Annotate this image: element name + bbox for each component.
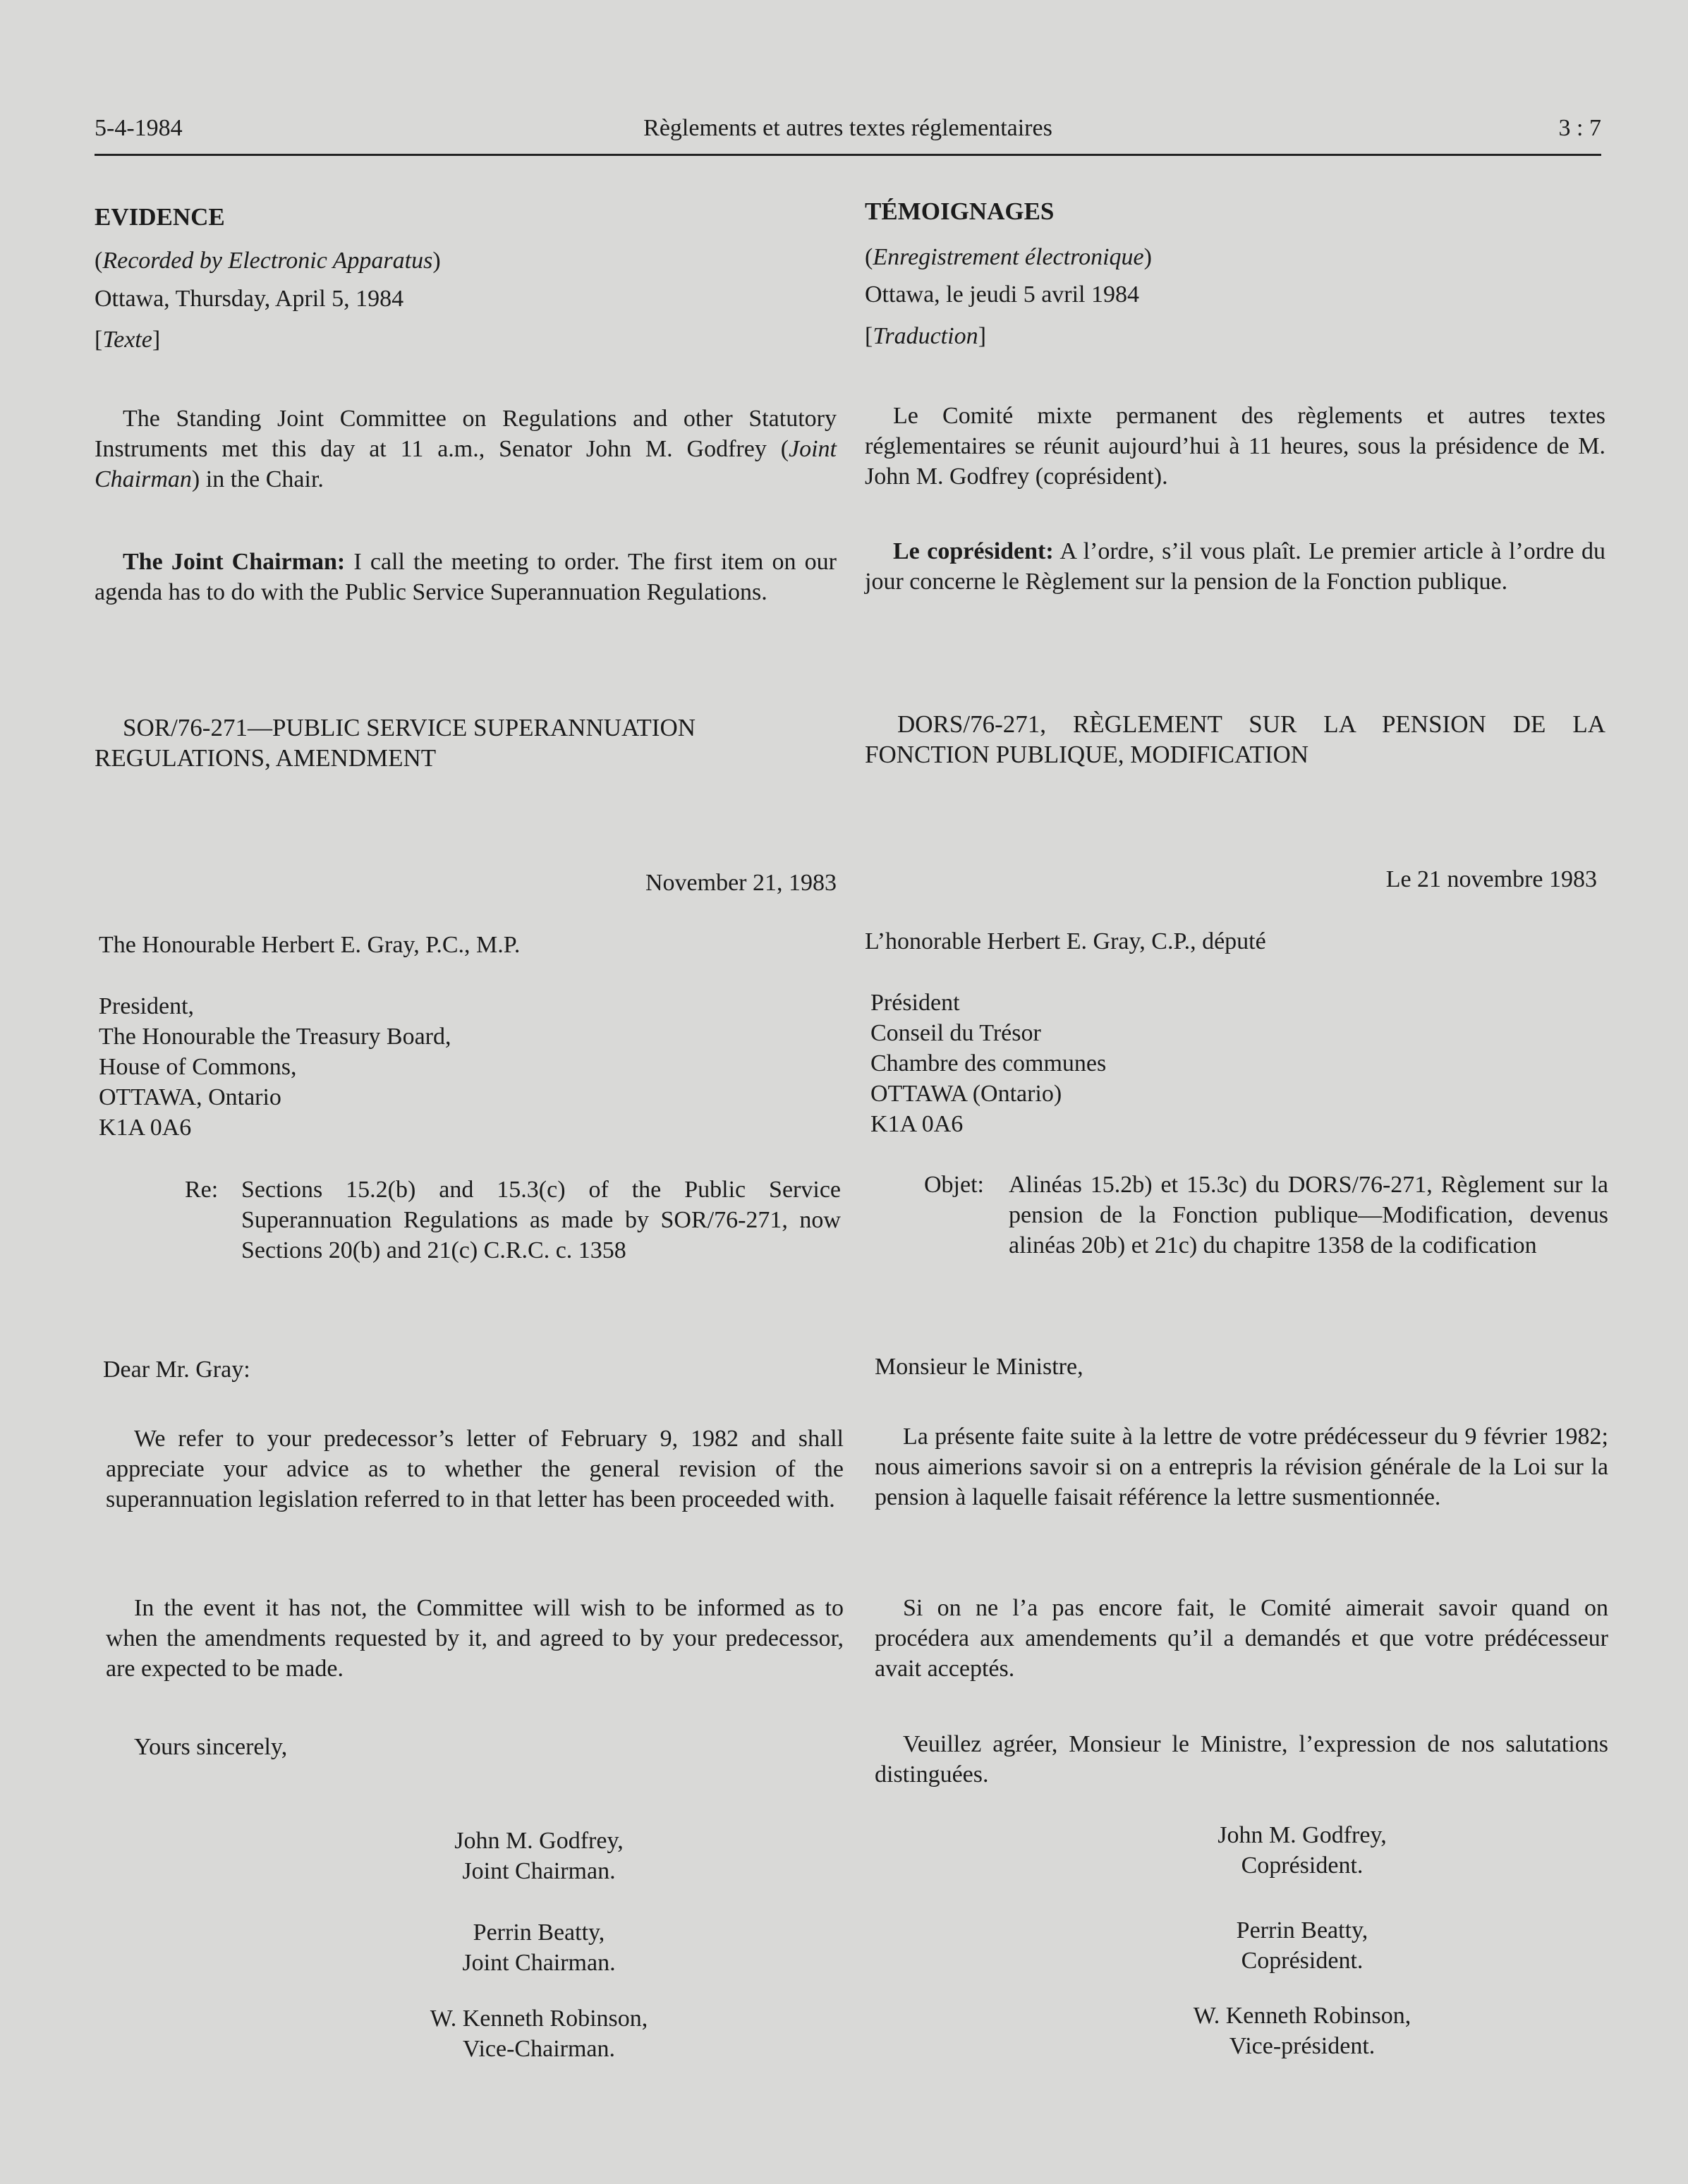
addressee: L’honorable Herbert E. Gray, C.P., député bbox=[865, 928, 1266, 954]
section-heading: TÉMOIGNAGES bbox=[865, 198, 1055, 225]
letter-paragraph: La présente faite suite à la lettre de votre prédécesseur du 9 février 1982; nous aimerions savoir si on a entrepris la révision générale de la Loi sur la pension à laquelle faisait référence la lettre susmentionnée. bbox=[875, 1424, 1608, 1510]
subject-text: Alinéas 15.2b) et 15.3c) du DORS/76-271, Règlement sur la pension de la Fonction publique—Modification, devenus alinéas 20b) et 21c) du chapitre 1358 de la codification bbox=[1009, 1172, 1608, 1258]
running-header bbox=[95, 115, 1601, 157]
subject-label: Re: bbox=[185, 1177, 219, 1203]
recording-note: (Recorded by Electronic Apparatus) bbox=[95, 248, 441, 274]
signature-block bbox=[370, 2003, 708, 2064]
address-line: OTTAWA (Ontario) bbox=[870, 1081, 1062, 1107]
salutation: Dear Mr. Gray: bbox=[103, 1357, 250, 1383]
recording-note: (Enregistrement électronique) bbox=[865, 244, 1152, 270]
address-line: The Honourable the Treasury Board, bbox=[99, 1024, 451, 1050]
address-line: Président bbox=[870, 990, 960, 1016]
signature-block bbox=[1133, 1915, 1471, 1976]
page-number: 3 : 7 bbox=[1558, 115, 1601, 141]
signatory-name: John M. Godfrey, bbox=[1218, 1822, 1387, 1848]
addressee: The Honourable Herbert E. Gray, P.C., M.P. bbox=[99, 932, 521, 958]
place-date: Ottawa, Thursday, April 5, 1984 bbox=[95, 286, 404, 312]
address-line: House of Commons, bbox=[99, 1054, 297, 1080]
section-title: DORS/76-271, RÈGLEMENT SUR LA PENSION DE LA FONCTION PUBLIQUE, MODIFICATION bbox=[865, 710, 1605, 768]
address-block bbox=[99, 991, 451, 1143]
speech-paragraph: Le coprésident: A l’ordre, s’il vous plaît. Le premier article à l’ordre du jour concerne le Règlement sur la pension de la Fonction publique. bbox=[865, 538, 1605, 595]
signature-block bbox=[370, 1917, 708, 1978]
header-title: Règlements et autres textes réglementaires bbox=[643, 115, 1052, 141]
section-title: SOR/76-271—PUBLIC SERVICE SUPERANNUATION REGULATIONS, AMENDMENT bbox=[95, 714, 696, 772]
subject-text: Sections 15.2(b) and 15.3(c) of the Public Service Superannuation Regulations as made by SOR/76-271, now Sections 20(b) and 21(c) C.R.C. c. 1358 bbox=[241, 1177, 841, 1263]
signatory-title: Vice-Chairman. bbox=[462, 2036, 616, 2062]
signatory-title: Joint Chairman. bbox=[462, 1950, 616, 1976]
salutation: Monsieur le Ministre, bbox=[875, 1354, 1083, 1380]
signatory-title: Coprésident. bbox=[1241, 1948, 1364, 1974]
subject-label: Objet: bbox=[924, 1172, 984, 1198]
text-label: [Traduction] bbox=[865, 323, 986, 349]
section-heading: EVIDENCE bbox=[95, 203, 225, 231]
header-date: 5-4-1984 bbox=[95, 115, 183, 141]
signatory-title: Coprésident. bbox=[1241, 1852, 1364, 1879]
address-line: K1A 0A6 bbox=[870, 1111, 964, 1137]
subject-line bbox=[185, 1175, 841, 1266]
address-line: Conseil du Trésor bbox=[870, 1020, 1041, 1046]
signatory-title: Joint Chairman. bbox=[462, 1858, 616, 1884]
address-line: K1A 0A6 bbox=[99, 1115, 192, 1141]
text-label: [Texte] bbox=[95, 327, 161, 353]
intro-paragraph: Le Comité mixte permanent des règlements et autres textes réglementaires se réunit aujourd’hui à 11 heures, sous la présidence de M. John M. Godfrey (coprésident). bbox=[865, 403, 1605, 490]
letter-date: November 21, 1983 bbox=[645, 870, 837, 896]
closing: Yours sincerely, bbox=[134, 1734, 288, 1760]
intro-paragraph: The Standing Joint Committee on Regulations and other Statutory Instruments met this day at 11 a.m., Senator John M. Godfrey (Joint Chairman) in the Chair. bbox=[95, 406, 837, 492]
closing: Veuillez agréer, Monsieur le Ministre, l’expression de nos salutations distinguées. bbox=[875, 1731, 1608, 1788]
address-line: President, bbox=[99, 993, 195, 1019]
letter-paragraph: We refer to your predecessor’s letter of February 9, 1982 and shall appreciate your advice as to whether the general revision of the superannuation legislation referred to in that letter has been proceeded with. bbox=[106, 1426, 844, 1512]
signatory-name: W. Kenneth Robinson, bbox=[1193, 2003, 1411, 2029]
address-block bbox=[870, 988, 1106, 1139]
header-rule bbox=[95, 154, 1601, 156]
letter-date: Le 21 novembre 1983 bbox=[1385, 866, 1597, 892]
signatory-name: W. Kenneth Robinson, bbox=[430, 2006, 648, 2032]
place-date: Ottawa, le jeudi 5 avril 1984 bbox=[865, 281, 1140, 308]
address-line: OTTAWA, Ontario bbox=[99, 1084, 281, 1110]
signature-block bbox=[370, 1826, 708, 1886]
signatory-title: Vice-président. bbox=[1229, 2033, 1376, 2059]
signatory-name: Perrin Beatty, bbox=[1236, 1917, 1368, 1943]
signature-block bbox=[1133, 1820, 1471, 1881]
subject-line bbox=[924, 1170, 1608, 1261]
letter-paragraph: In the event it has not, the Committee will wish to be informed as to when the amendments requested by it, and agreed to by your predecessor, are expected to be made. bbox=[106, 1595, 844, 1682]
signature-block bbox=[1133, 2001, 1471, 2061]
address-line: Chambre des communes bbox=[870, 1050, 1107, 1076]
signatory-name: John M. Godfrey, bbox=[454, 1828, 624, 1854]
letter-paragraph: Si on ne l’a pas encore fait, le Comité aimerait savoir quand on procédera aux amendements qu’il a demandés et que votre prédécesseur avait acceptés. bbox=[875, 1595, 1608, 1682]
speech-paragraph: The Joint Chairman: I call the meeting to order. The first item on our agenda has to do with the Public Service Superannuation Regulations. bbox=[95, 549, 837, 605]
signatory-name: Perrin Beatty, bbox=[473, 1919, 605, 1946]
